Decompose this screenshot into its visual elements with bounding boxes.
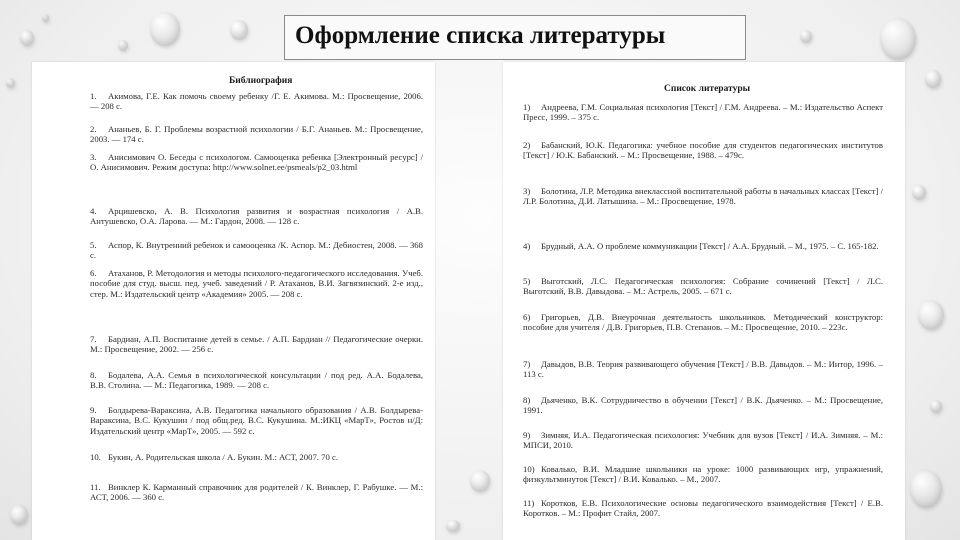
entry-number: 9. (90, 405, 97, 415)
entry-number: 8) (523, 395, 531, 405)
water-drop-decoration (930, 400, 942, 413)
bibliography-entry (523, 102, 883, 123)
entry-text: Дьяченко, В.К. Сотрудничество в обучении [Текст] / В.К. Дьяченко. – М.: Просвещение, 1991. (523, 395, 883, 416)
entry-number: 2. (90, 124, 97, 134)
entry-text: Ковалько, В.И. Младшие школьники на уроке: 1000 развивающих игр, упражнений, физкультминуток [Текст] / В.И. Ковалько. – М., 2007. (523, 464, 883, 485)
entry-number: 11. (90, 482, 101, 492)
page-heading: Библиография (229, 76, 293, 86)
entry-number: 8. (90, 370, 97, 380)
water-drop-decoration (42, 14, 49, 22)
water-drop-decoration (800, 30, 812, 43)
entry-number: 5. (90, 240, 97, 250)
water-drop-decoration (10, 505, 28, 525)
bibliography-entry (523, 395, 883, 416)
bibliography-entry (523, 464, 883, 485)
entry-text: Винклер К. Карманный справочник для родителей / К. Винклер, Г. Рабушке. — М.: АСТ, 2006. — 360 с. (90, 482, 423, 503)
entry-number: 2) (523, 140, 531, 150)
entry-text: Арцишевско, А. В. Психология развития и возрастная психология / А.В. Антушевско, О.А. Ларова. — М.: Гардон, 2008. — 128 с. (90, 206, 423, 227)
entry-number: 4. (90, 206, 97, 216)
entry-text: Андреева, Г.М. Социальная психология [Текст] / Г.М. Андреева. – М.: Издательство Аспект Пресс, 1999. – 375 с. (523, 102, 883, 123)
entry-number: 6) (523, 312, 531, 322)
entry-text: Акимова, Г.Е. Как помочь своему ребенку /Г. Е. Акимова. М.: Просвещение, 2006. — 208 с. (90, 91, 423, 112)
bibliography-entry (523, 241, 883, 251)
bibliography-entry (90, 124, 423, 145)
bibliography-entry (90, 206, 423, 227)
bibliography-entry (90, 91, 423, 112)
water-drop-decoration (446, 520, 460, 532)
water-drop-decoration (880, 18, 916, 60)
entry-text: Бабанский, Ю.К. Педагогика: учебное пособие для студентов педагогических институтов [Текст] / Ю.К. Бабанский. – М.: Просвещение, 1988. – 479с. (523, 140, 883, 161)
bibliography-page-right (503, 62, 905, 540)
bibliography-entry (90, 334, 423, 355)
bibliography-entry (90, 268, 423, 299)
bibliography-page-left (32, 62, 435, 540)
entry-number: 10) (523, 464, 535, 474)
entry-text: Букин, А. Родительская школа / А. Букин. М.: АСТ, 2007. 70 с. (108, 452, 339, 462)
entry-text: Бардиан, А.П. Воспитание детей в семье. / А.П. Бардиан // Педагогические очерки. М.: Просвещение, 2002. — 256 с. (90, 334, 423, 355)
entry-text: Болотина, Л.Р. Методика внеклассной воспитательной работы в начальных классах [Текст] / Л.Р. Болотина, Д.И. Латышина. – М.: Просвещение, 1978. (523, 186, 883, 207)
entry-number: 4) (523, 241, 531, 251)
entry-text: Выготский, Л.С. Педагогическая психология: Собрание сочинений [Текст] / Л.С. Выготский, В.В. Давыдова. – М.: Астрель, 2005. – 671 с. (523, 276, 883, 297)
bibliography-entry (90, 452, 423, 462)
water-drop-decoration (150, 12, 180, 46)
entry-number: 11) (523, 498, 535, 508)
entry-text: Брудный, А.А. О проблеме коммуникации [Текст] / А.А. Брудный. – М., 1975. – С. 165-182. (541, 241, 879, 251)
bibliography-entry (523, 140, 883, 161)
entry-number: 1) (523, 102, 531, 112)
entry-text: Аспор, К. Внутренний ребенок и самооценка /К. Аспор. М.: Дебиостен, 2008. — 368 с. (90, 240, 423, 261)
entry-number: 9) (523, 430, 531, 440)
slide-title: Оформление списка литературы (295, 22, 666, 49)
water-drop-decoration (918, 300, 944, 330)
entry-text: Коротков, Е.В. Психологические основы педагогического взаимодействия [Текст] / Е.В. Коротков. – М.: Профит Стайл, 2007. (523, 498, 883, 519)
water-drop-decoration (20, 30, 34, 46)
entry-text: Ананьев, Б. Г. Проблемы возрастной психологии / Б.Г. Ананьев. М.: Просвещение, 2003. — 174 с. (90, 124, 423, 145)
bibliography-entry (523, 186, 883, 207)
page-heading: Список литературы (664, 84, 751, 94)
entry-text: Григорьев, Д.В. Внеурочная деятельность школьников. Методический конструктор: пособие для учителя / Д.В. Григорьев, П.В. Степанов. – М.: Просвещение, 2010. – 223с. (523, 312, 883, 333)
bibliography-entry (523, 359, 883, 380)
water-drop-decoration (230, 20, 248, 40)
bibliography-entry (523, 430, 883, 451)
bibliography-entry (90, 482, 423, 503)
entry-text: Бодалева, А.А. Семья в психологической консультации / под ред. А.А. Бодалева, В.В. Столина. — М.: Педагогика, 1989. — 208 с. (90, 370, 423, 391)
bibliography-entry (90, 152, 423, 173)
bibliography-entry (90, 405, 423, 436)
entry-number: 3) (523, 186, 531, 196)
entry-number: 3. (90, 152, 97, 162)
entry-text: Анисимович О. Беседы с психологом. Самооценка ребенка [Электронный ресурс] / О. Анисимович. Режим доступа: http://www.solnet.ee/psmeals/p2_03.html (90, 152, 423, 173)
slide-title-box (284, 15, 746, 60)
entry-number: 10. (90, 452, 101, 462)
water-drop-decoration (910, 470, 942, 508)
entry-number: 6. (90, 268, 97, 278)
water-drop-decoration (470, 470, 490, 492)
entry-number: 5) (523, 276, 531, 286)
entry-text: Атаханов, Р. Методология и методы психолого-педагогического исследования. Учеб. пособие для студ. высш. пед. учеб. заведений / Р. Атаханов, В.И. Загвязинский. 2-е изд., стер. М.: Издательский центр «Академия» 2005. — 208 с. (90, 268, 423, 299)
bibliography-entry (90, 240, 423, 261)
bibliography-entry (523, 312, 883, 333)
entry-number: 7) (523, 359, 531, 369)
water-drop-decoration (925, 70, 941, 88)
water-drop-decoration (912, 185, 926, 200)
bibliography-entry (523, 276, 883, 297)
water-drop-decoration (118, 40, 128, 51)
entry-text: Давыдов, В.В. Теория развивающего обучения [Текст] / В.В. Давыдов. – М.: Интор, 1996. – 113 с. (523, 359, 883, 380)
entry-number: 1. (90, 91, 97, 101)
entry-text: Болдырева-Вараксина, А.В. Педагогика начального образования / А.В. Болдырева-Вараксина, В.С. Кукушин / под общ.ред. В.С. Кукушина. М.:ИКЦ «МарТ», Ростов н/Д: Издательский центр «МарТ», 2005. — 592 с. (90, 405, 423, 436)
bibliography-entry (523, 498, 883, 519)
bibliography-entry (90, 370, 423, 391)
entry-number: 7. (90, 334, 97, 344)
entry-text: Зимняя, И.А. Педагогическая психология: Учебник для вузов [Текст] / И.А. Зимняя. – М.: МПСИ, 2010. (523, 430, 883, 451)
water-drop-decoration (6, 78, 15, 88)
